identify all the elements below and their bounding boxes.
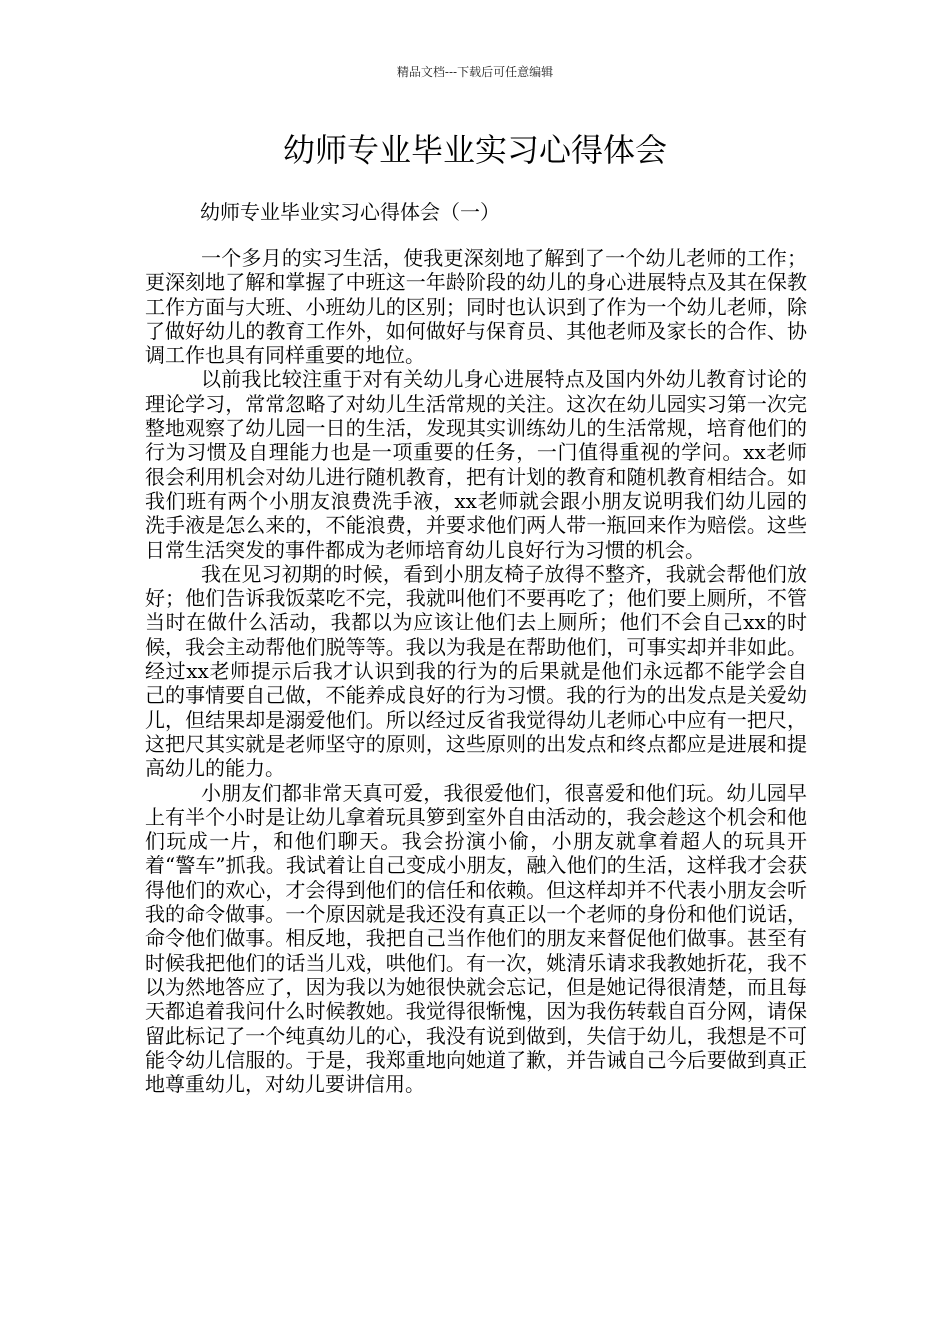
- document-subtitle: 幼师专业毕业实习心得体会（一）: [200, 200, 500, 224]
- header-note: 精品文档---下载后可任意编辑: [396, 65, 554, 79]
- paragraph-2: 以前我比较注重于对有关幼儿身心进展特点及国内外幼儿教育讨论的理论学习，常常忽略了对幼儿生活常规的关注。这次在幼儿园实习第一次完整地观察了幼儿园一日的生活，发现其实训练幼儿的生活常规，培育他们的行为习惯及自理能力也是一项重要的任务，一门值得重视的学问。xx老师很会利用机会对幼儿进行随机教育，把有计划的教育和随机教育相结合。如我们班有两个小朋友浪费洗手液，xx老师就会跟小朋友说明我们幼儿园的洗手液是怎么来的，不能浪费，并要求他们两人带一瓶回来作为赔偿。这些日常生活突发的事件都成为老师培育幼儿良好行为习惯的机会。: [145, 367, 807, 562]
- paragraph-3: 我在见习初期的时候，看到小朋友椅子放得不整齐，我就会帮他们放好；他们告诉我饭菜吃不完，我就叫他们不要再吃了；他们要上厕所，不管当时在做什么活动，我都以为应该让他们去上厕所；他们不会自己xx的时候，我会主动帮他们脱等等。我以为我是在帮助他们，可事实却并非如此。经过xx老师提示后我才认识到我的行为的后果就是他们永远都不能学会自己的事情要自己做，不能养成良好的行为习惯。我的行为的出发点是关爱幼儿，但结果却是溺爱他们。所以经过反省我觉得幼儿老师心中应有一把尺，这把尺其实就是老师坚守的原则，这些原则的出发点和终点都应是进展和提高幼儿的能力。: [145, 561, 807, 781]
- paragraph-1: 一个多月的实习生活，使我更深刻地了解到了一个幼儿老师的工作；更深刻地了解和掌握了中班这一年龄阶段的幼儿的身心进展特点及其在保教工作方面与大班、小班幼儿的区别；同时也认识到了作为一个幼儿老师，除了做好幼儿的教育工作外，如何做好与保育员、其他老师及家长的合作、协调工作也具有同样重要的地位。: [145, 246, 807, 368]
- document-body: [145, 246, 807, 1096]
- document-title: 幼师专业毕业实习心得体会: [282, 131, 667, 169]
- paragraph-4: 小朋友们都非常天真可爱，我很爱他们，很喜爱和他们玩。幼儿园早上有半个小时是让幼儿拿着玩具箩到室外自由活动的，我会趁这个机会和他们玩成一片，和他们聊天。我会扮演小偷，小朋友就拿着超人的玩具开着“警车”抓我。我试着让自己变成小朋友，融入他们的生活，这样我才会获得他们的欢心，才会得到他们的信任和依赖。但这样却并不代表小朋友会听我的命令做事。一个原因就是我还没有真正以一个老师的身份和他们说话，命令他们做事。相反地，我把自己当作他们的朋友来督促他们做事。甚至有时候我把他们的话当儿戏，哄他们。有一次，姚清乐请求我教她折花，我不以为然地答应了，因为我以为她很快就会忘记，但是她记得很清楚，而且每天都追着我问什么时候教她。我觉得很惭愧，因为我伤转载自百分网，请保留此标记了一个纯真幼儿的心，我没有说到做到，失信于幼儿，我想是不可能令幼儿信服的。于是，我郑重地向她道了歉，并告诫自己今后要做到真正地尊重幼儿，对幼儿要讲信用。: [145, 780, 807, 1097]
